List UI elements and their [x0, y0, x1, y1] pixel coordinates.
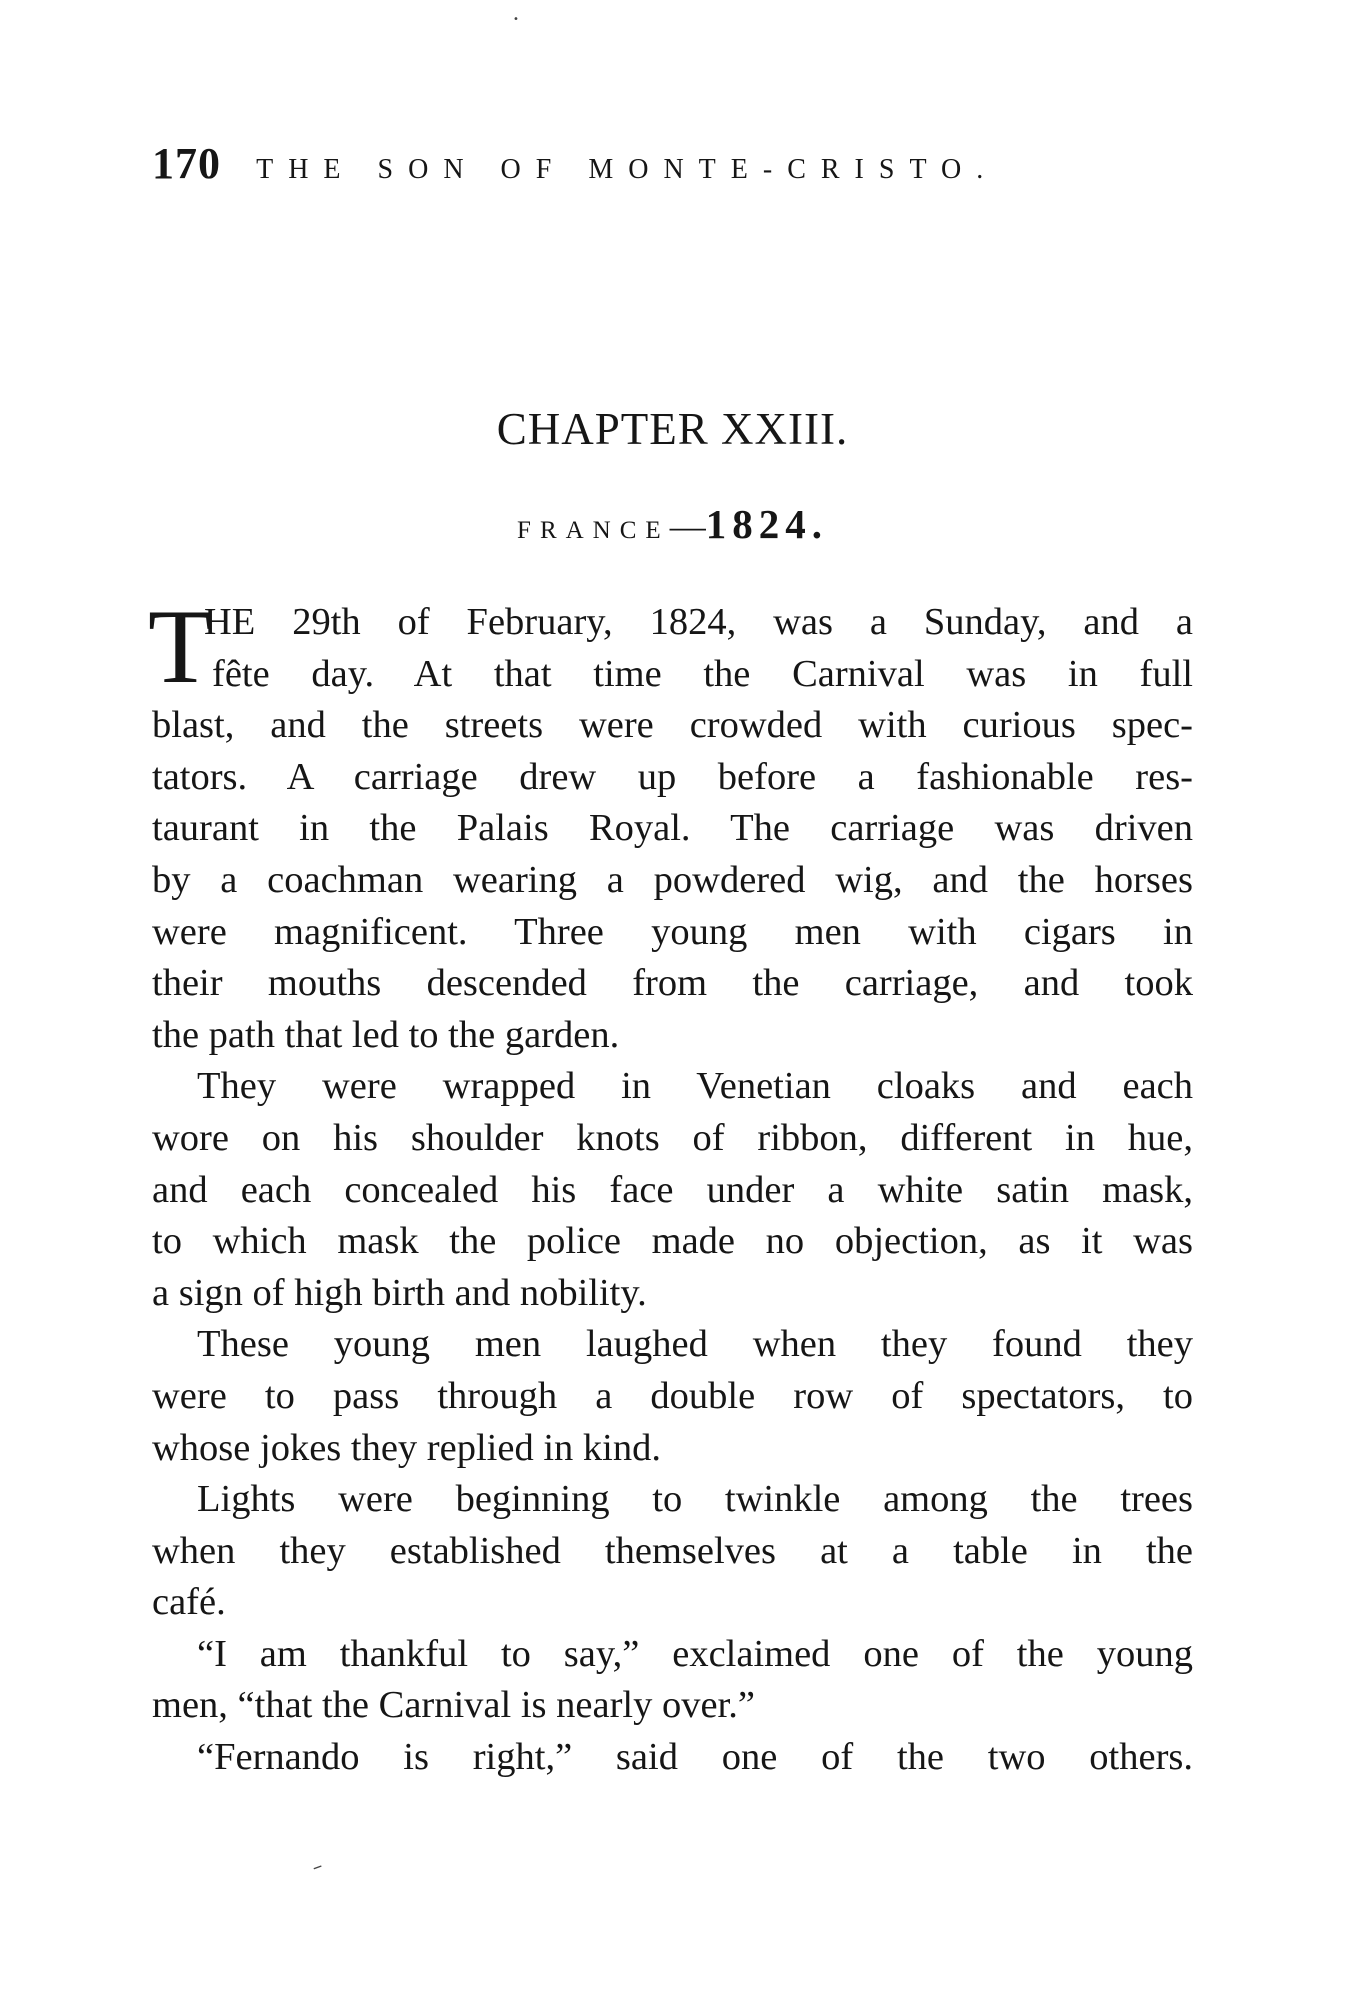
text-line: when they established themselves at a table in the — [152, 1529, 1193, 1572]
scan-tick-mark: – — [308, 1853, 326, 1879]
text-line: HE 29th of February, 1824, was a Sunday, and a — [204, 601, 1193, 643]
text-line: They were wrapped in Venetian cloaks and each — [197, 1065, 1193, 1108]
text-line: were magnificent. Three young men with cigars in — [152, 910, 1193, 953]
text-line: tators. A carriage drew up before a fashionable res- — [152, 755, 1193, 798]
text-line: whose jokes they replied in kind. — [152, 1426, 661, 1469]
page-number: 170 — [152, 139, 221, 188]
text-line: fête day. At that time the Carnival was in full — [212, 652, 1193, 695]
text-line: and each concealed his face under a white satin mask, — [152, 1168, 1193, 1211]
chapter-subtitle-place: FRANCE — [517, 517, 670, 544]
text-line: “Fernando is right,” said one of the two others. — [197, 1736, 1193, 1779]
text-line: blast, and the streets were crowded with curious spec- — [152, 704, 1193, 747]
text-line: their mouths descended from the carriage, and took — [152, 962, 1193, 1005]
running-title: THE SON OF MONTE-CRISTO. — [256, 154, 999, 185]
text-line: Lights were beginning to twinkle among the trees — [197, 1478, 1193, 1521]
text-line: were to pass through a double row of spectators, to — [152, 1374, 1193, 1417]
text-line: These young men laughed when they found they — [197, 1323, 1193, 1366]
body-text — [148, 588, 1193, 1784]
text-line: by a coachman wearing a powdered wig, and the horses — [152, 858, 1193, 901]
scan-speck-mark: • — [513, 14, 519, 25]
text-line: wore on his shoulder knots of ribbon, different in hue, — [152, 1116, 1193, 1159]
chapter-subtitle-year: 1824. — [705, 501, 828, 547]
text-line: a sign of high birth and nobility. — [152, 1271, 647, 1314]
chapter-title: CHAPTER XXIII. — [496, 404, 849, 454]
text-line: to which mask the police made no objection, as it was — [152, 1220, 1193, 1263]
running-header — [152, 138, 1202, 198]
text-line: the path that led to the garden. — [152, 1013, 620, 1056]
text-line: café. — [152, 1581, 226, 1624]
text-line: taurant in the Palais Royal. The carriage was driven — [152, 807, 1193, 850]
text-line: men, “that the Carnival is nearly over.” — [152, 1684, 755, 1727]
chapter-subtitle-dash: — — [669, 506, 706, 546]
chapter-subtitle — [0, 500, 1345, 548]
drop-cap: T — [148, 588, 213, 705]
text-line: “I am thankful to say,” exclaimed one of the young — [197, 1632, 1193, 1675]
